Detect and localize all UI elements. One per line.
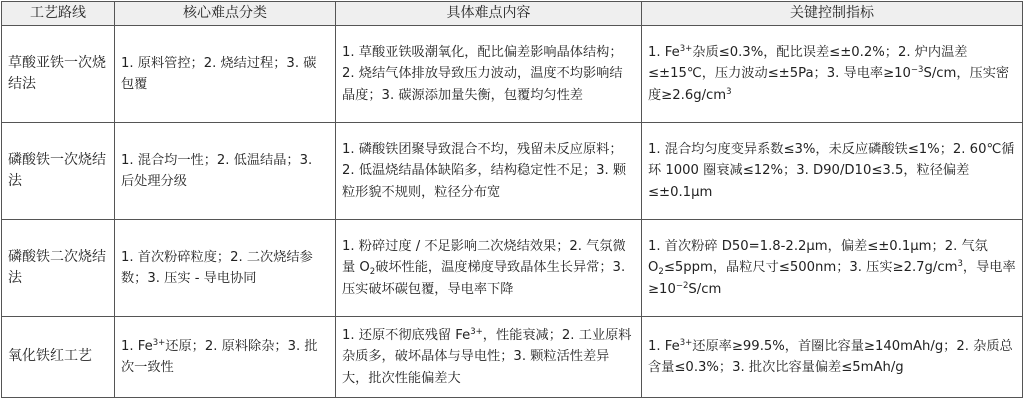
route-cell: 氧化铁红工艺 (2, 317, 115, 398)
content-cell: 1. 草酸亚铁吸潮氧化，配比偏差影响晶体结构；2. 烧结气体排放导致压力波动，温度不均影响结晶度；3. 碳源添加量失衡，包覆均匀性差 (336, 26, 642, 123)
header-category: 核心难点分类 (115, 2, 336, 26)
route-cell: 草酸亚铁一次烧结法 (2, 26, 115, 123)
route-cell: 磷酸铁一次烧结法 (2, 123, 115, 220)
header-content: 具体难点内容 (336, 2, 642, 26)
process-difficulty-table (1, 1, 1023, 398)
table-row (2, 220, 1023, 317)
table-row (2, 26, 1023, 123)
metrics-cell: 1. 混合均匀度变异系数≤3%，未反应磷酸铁≤1%；2. 60℃循环 1000 圈衰减≤12%；3. D90/D10≤3.5，粒径偏差≤±0.1μm (642, 123, 1023, 220)
metrics-cell: 1. 首次粉碎 D50=1.8-2.2μm，偏差≤±0.1μm；2. 气氛 $O_2\le 5ppm$，晶粒尺寸≤500nm；3. 压实$\ge 2.7g/cm^3$，导电率$\ge 10^{-2}S/cm$ (642, 220, 1023, 317)
table-header-row (2, 2, 1023, 26)
category-cell: 1. $Fe^{3+}$还原；2. 原料除杂；3. 批次一致性 (115, 317, 336, 398)
content-cell: 1. 粉碎过度 / 不足影响二次烧结效果；2. 气氛微量 $O_2$破坏性能，温度梯度导致晶体生长异常；3. 压实破坏碳包覆，导电率下降 (336, 220, 642, 317)
category-cell: 1. 首次粉碎粒度；2. 二次烧结参数；3. 压实 - 导电协同 (115, 220, 336, 317)
header-route: 工艺路线 (2, 2, 115, 26)
route-cell: 磷酸铁二次烧结法 (2, 220, 115, 317)
metrics-cell: 1. $Fe^{3+}$还原率≥99.5%，首圈比容量≥140mAh/g；2. 杂质总含量≤0.3%；3. 批次比容量偏差≤5mAh/g (642, 317, 1023, 398)
content-cell: 1. 磷酸铁团聚导致混合不均，残留未反应原料；2. 低温烧结晶体缺陷多，结构稳定性不足；3. 颗粒形貌不规则，粒径分布宽 (336, 123, 642, 220)
category-cell: 1. 混合均一性；2. 低温结晶；3. 后处理分级 (115, 123, 336, 220)
category-cell: 1. 原料管控；2. 烧结过程；3. 碳包覆 (115, 26, 336, 123)
content-cell: 1. 还原不彻底残留 $Fe^{3+}$，性能衰减；2. 工业原料杂质多，破坏晶体与导电性；3. 颗粒活性差异大，批次性能偏差大 (336, 317, 642, 398)
metrics-cell: 1. $Fe^{3+}$杂质≤0.3%，配比误差≤±0.2%；2. 炉内温差≤±15℃，压力波动≤±5Pa；3. 导电率$\ge 10^{-3}S/cm$，压实密度$\ge 2.6g/cm^3$ (642, 26, 1023, 123)
table-row (2, 317, 1023, 398)
table-row (2, 123, 1023, 220)
header-metrics: 关键控制指标 (642, 2, 1023, 26)
